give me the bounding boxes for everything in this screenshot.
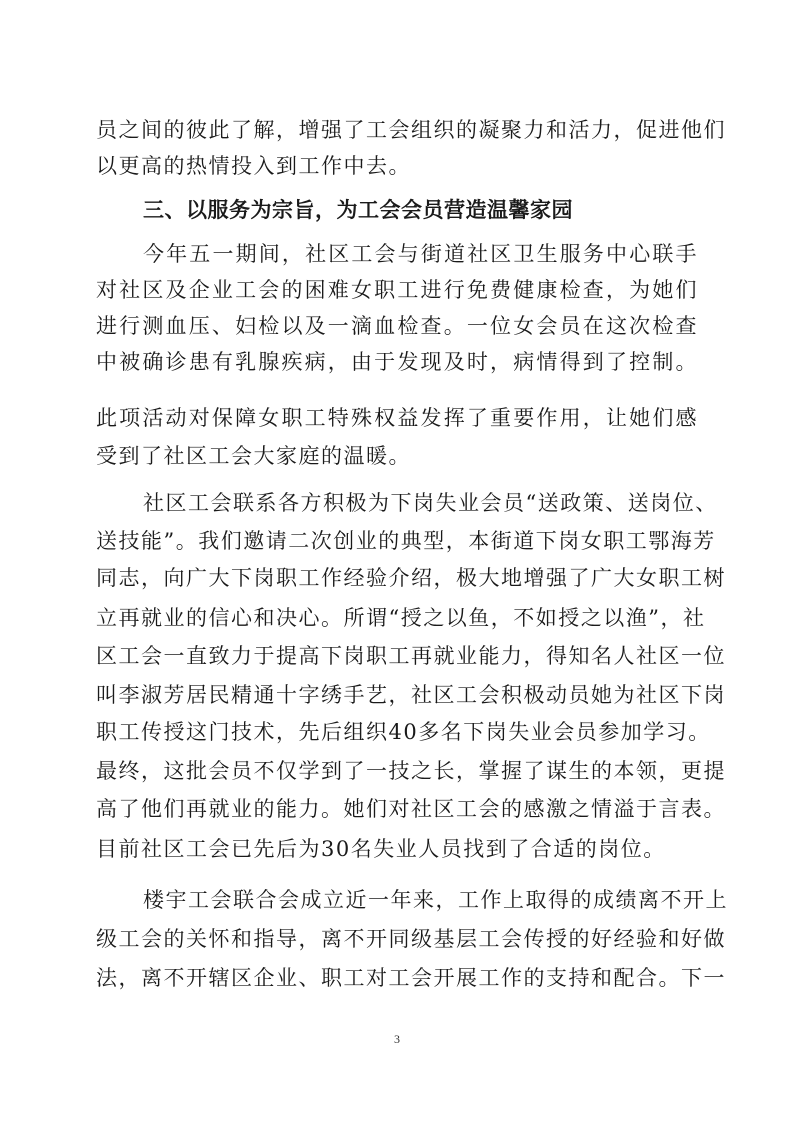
paragraph-line: 对社区及企业工会的困难女职工进行免费健康检查，为她们 [96, 278, 698, 302]
paragraph-line: 社区工会联系各方积极为下岗失业会员“送政策、送岗位、 [143, 491, 718, 515]
paragraph-line: 高了他们再就业的能力。她们对社区工会的感激之情溢于言表。 [96, 797, 726, 821]
paragraph-line: 送技能”。我们邀请二次创业的典型，本街道下岗女职工鄂海芳 [96, 529, 716, 553]
paragraph-line: 今年五一期间，社区工会与街道社区卫生服务中心联手 [143, 242, 698, 266]
paragraph-line: 楼宇工会联合会成立近一年来，工作上取得的成绩离不开上 [143, 888, 728, 912]
paragraph-line: 职工传授这门技术，先后组织40多名下岗失业会员参加学习。 [96, 720, 711, 744]
paragraph-line: 叫李淑芳居民精通十字绣手艺，社区工会积极动员她为社区下岗 [96, 683, 726, 707]
paragraph-line: 员之间的彼此了解，增强了工会组织的凝聚力和活力，促进他们 [96, 118, 726, 142]
paragraph-line: 中被确诊患有乳腺疾病，由于发现及时，病情得到了控制。 [96, 350, 698, 374]
section-heading: 三、以服务为宗旨，为工会会员营造温馨家园 [143, 198, 573, 222]
paragraph-line: 受到了社区工会大家庭的温暖。 [96, 444, 411, 468]
paragraph-line: 立再就业的信心和决心。所谓“授之以鱼，不如授之以渔”，社 [96, 606, 706, 630]
paragraph-line: 以更高的热情投入到工作中去。 [96, 154, 411, 178]
page-number: 3 [394, 1032, 400, 1046]
paragraph-line: 进行测血压、妇检以及一滴血检查。一位女会员在这次检查 [96, 314, 698, 338]
paragraph-line: 最终，这批会员不仅学到了一技之长，掌握了谋生的本领，更提 [96, 759, 726, 783]
paragraph-line: 此项活动对保障女职工特殊权益发挥了重要作用，让她们感 [96, 406, 698, 430]
paragraph-line: 目前社区工会已先后为30名失业人员找到了合适的岗位。 [96, 837, 666, 861]
paragraph-line: 法，离不开辖区企业、职工对工会开展工作的支持和配合。下一 [96, 966, 726, 990]
paragraph-line: 区工会一直致力于提高下岗职工再就业能力，得知名人社区一位 [96, 644, 726, 668]
paragraph-line: 同志，向广大下岗职工作经验介绍，极大地增强了广大女职工树 [96, 566, 726, 590]
paragraph-line: 级工会的关怀和指导，离不开同级基层工会传授的好经验和好做 [96, 927, 726, 951]
